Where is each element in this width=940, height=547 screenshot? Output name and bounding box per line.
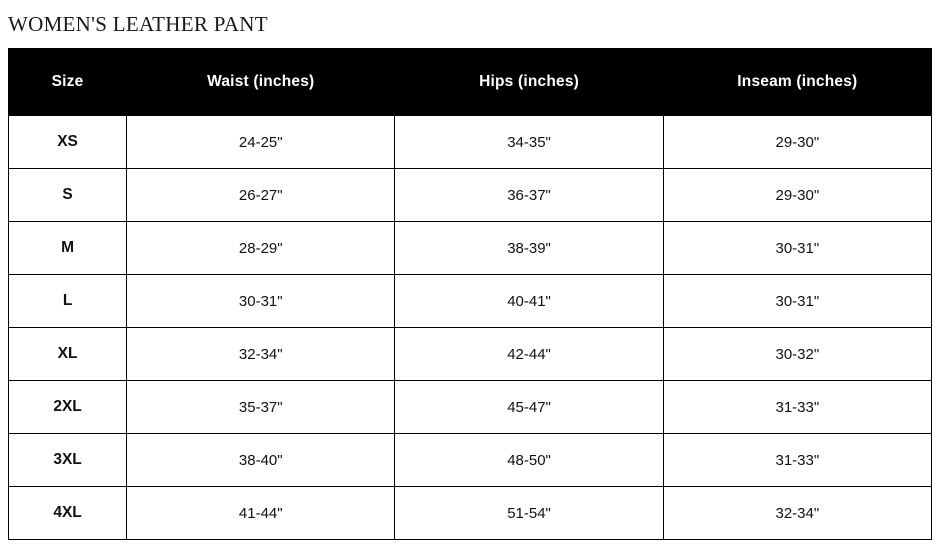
cell-size: XS xyxy=(9,116,127,169)
column-header-hips: Hips (inches) xyxy=(395,49,663,116)
cell-waist: 41-44" xyxy=(127,487,395,540)
cell-waist: 30-31" xyxy=(127,275,395,328)
cell-inseam: 32-34" xyxy=(663,487,931,540)
cell-size: 3XL xyxy=(9,434,127,487)
cell-waist: 28-29" xyxy=(127,222,395,275)
table-row xyxy=(9,275,932,328)
column-header-size: Size xyxy=(9,49,127,116)
cell-hips: 42-44" xyxy=(395,328,663,381)
cell-size: XL xyxy=(9,328,127,381)
table-row xyxy=(9,222,932,275)
table-header xyxy=(9,49,932,116)
cell-inseam: 30-31" xyxy=(663,222,931,275)
cell-size: L xyxy=(9,275,127,328)
cell-size: 2XL xyxy=(9,381,127,434)
cell-hips: 34-35" xyxy=(395,116,663,169)
cell-hips: 45-47" xyxy=(395,381,663,434)
cell-inseam: 31-33" xyxy=(663,434,931,487)
page-title: WOMEN'S LEATHER PANT xyxy=(8,12,268,36)
table-row xyxy=(9,487,932,540)
cell-inseam: 30-31" xyxy=(663,275,931,328)
column-header-waist: Waist (inches) xyxy=(127,49,395,116)
table-row xyxy=(9,169,932,222)
cell-hips: 51-54" xyxy=(395,487,663,540)
table-row xyxy=(9,328,932,381)
table-row xyxy=(9,434,932,487)
table-row xyxy=(9,381,932,434)
cell-size: S xyxy=(9,169,127,222)
column-header-inseam: Inseam (inches) xyxy=(663,49,931,116)
cell-inseam: 31-33" xyxy=(663,381,931,434)
cell-waist: 26-27" xyxy=(127,169,395,222)
cell-waist: 32-34" xyxy=(127,328,395,381)
cell-size: M xyxy=(9,222,127,275)
cell-hips: 48-50" xyxy=(395,434,663,487)
table-row xyxy=(9,116,932,169)
cell-waist: 24-25" xyxy=(127,116,395,169)
size-chart-table xyxy=(8,48,932,540)
cell-waist: 38-40" xyxy=(127,434,395,487)
cell-inseam: 29-30" xyxy=(663,169,931,222)
cell-hips: 36-37" xyxy=(395,169,663,222)
cell-waist: 35-37" xyxy=(127,381,395,434)
table-body xyxy=(9,116,932,540)
cell-hips: 38-39" xyxy=(395,222,663,275)
cell-hips: 40-41" xyxy=(395,275,663,328)
cell-inseam: 29-30" xyxy=(663,116,931,169)
cell-size: 4XL xyxy=(9,487,127,540)
cell-inseam: 30-32" xyxy=(663,328,931,381)
table-header-row xyxy=(9,49,932,116)
